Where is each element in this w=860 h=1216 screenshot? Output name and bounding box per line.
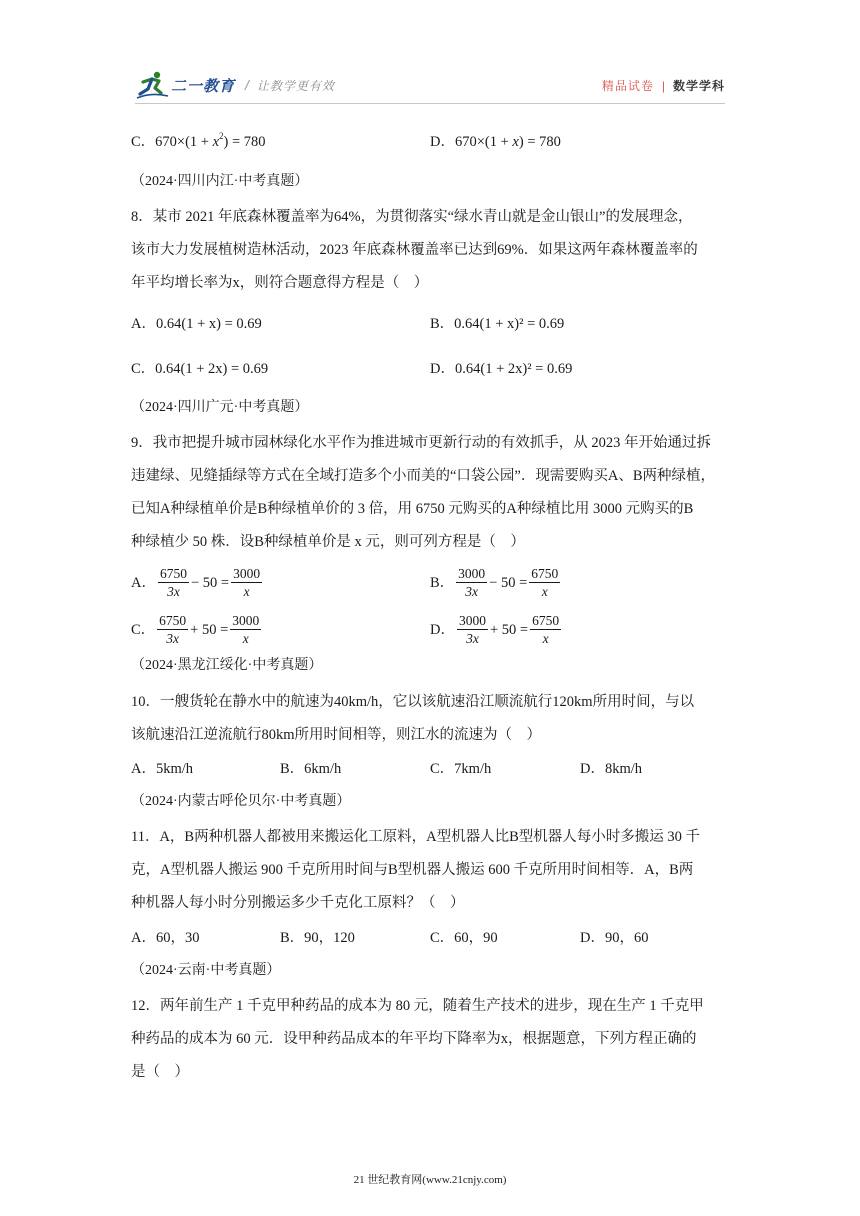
option-d: D．8km/h: [580, 761, 643, 777]
brand-slogan: 让教学更有效: [256, 78, 335, 93]
question-text: 克，A型机器人搬运 900 千克所用时间与B型机器人搬运 600 千克所用时间相等．A，B两: [131, 862, 694, 878]
question-text: 该市大力发展植树造林活动，2023 年底森林覆盖率已达到69%．如果这两年森林覆盖率的: [131, 242, 698, 258]
fraction: $\frac{3000}{3x}$: [458, 566, 486, 599]
question-text: 违建绿、见缝插绿等方式在全域打造多个小而美的“口袋公园”．现需要购买A、B两种绿植，: [131, 468, 716, 484]
option-c: C． $\frac{6750}{3x}$ + 50 = $\frac{3000}{x}$: [131, 613, 260, 646]
option-b: B．6km/h: [280, 761, 342, 777]
tag-divider: |: [661, 78, 665, 93]
fraction: $\frac{6750}{x}$: [532, 613, 560, 646]
brand-name: 二一教育: [171, 77, 236, 95]
question-text: 11．A，B两种机器人都被用来搬运化工原料，A型机器人比B型机器人每小时多搬运 30 千: [131, 829, 700, 845]
question-text: 9．我市把提升城市园林绿化水平作为推进城市更新行动的有效抓手，从 2023 年开始通过拆: [131, 435, 711, 451]
option-a: A．60，30: [131, 930, 200, 946]
option-c: C．60，90: [430, 930, 498, 946]
running-man-icon: [135, 70, 169, 100]
option-b: B．0.64(1 + x)² = 0.69: [430, 316, 565, 332]
question-text: 种机器人每小时分别搬运多少千克化工原料？（ ）: [131, 895, 465, 911]
question-source: （2024·四川内江·中考真题）: [131, 174, 309, 189]
fraction: $\frac{3000}{x}$: [233, 566, 261, 599]
subject-tag: 数学学科: [672, 79, 725, 93]
question-text: 8．某市 2021 年底森林覆盖率为64%，为贯彻落实“绿水青山就是金山银山”的发展理念，: [131, 209, 693, 225]
header-tags: [602, 77, 725, 94]
question-source: （2024·黑龙江绥化·中考真题）: [131, 658, 323, 673]
option-a: A．5km/h: [131, 761, 194, 777]
q7-option-d: D．670×(1 + x) = 780: [430, 134, 561, 150]
question-text: 该航速沿江逆流航行80km所用时间相等，则江水的流速为（ ）: [131, 727, 542, 743]
question-text: 12．两年前生产 1 千克甲种药品的成本为 80 元，随着生产技术的进步，现在生产 1 千克甲: [131, 998, 704, 1014]
question-text: 种药品的成本为 60 元．设甲种药品成本的年平均下降率为x，根据题意，下列方程正确的: [131, 1031, 697, 1047]
brand-logo: [135, 70, 335, 100]
question-source: （2024·四川广元·中考真题）: [131, 400, 309, 415]
option-d: D．90，60: [580, 930, 649, 946]
header-divider: [135, 103, 725, 104]
question-text: 年平均增长率为x，则符合题意得方程是（ ）: [131, 275, 429, 291]
page-header: [135, 68, 725, 104]
option-a: A． $\frac{6750}{3x}$ − 50 = $\frac{3000}{x}$: [131, 566, 261, 599]
option-b: B．90，120: [280, 930, 355, 946]
question-text: 10．一艘货轮在静水中的航速为40km/h，它以该航速沿江顺流航行120km所用时间，与以: [131, 694, 695, 710]
question-source: （2024·内蒙古呼伦贝尔·中考真题）: [131, 794, 351, 809]
fraction: $\frac{3000}{x}$: [232, 613, 260, 646]
question-text: 种绿植少 50 株．设B种绿植单价是 x 元，则可列方程是（ ）: [131, 534, 525, 550]
brand-separator: /: [245, 77, 249, 93]
option-a: A．0.64(1 + x) = 0.69: [131, 316, 262, 332]
option-c: C．0.64(1 + 2x) = 0.69: [131, 361, 269, 377]
fraction: $\frac{6750}{x}$: [531, 566, 559, 599]
option-c: C．7km/h: [430, 761, 492, 777]
question-source: （2024·云南·中考真题）: [131, 963, 281, 978]
option-b: B． $\frac{3000}{3x}$ − 50 = $\frac{6750}{x}$: [430, 566, 559, 599]
q7-option-c: C．$670\times(1 + x^2) = 780$: [131, 131, 266, 150]
quality-tag: 精品试卷: [601, 79, 654, 93]
fraction: $\frac{6750}{3x}$: [159, 566, 187, 599]
page-footer: 21 世纪教育网(www.21cnjy.com): [353, 1174, 507, 1186]
fraction: $\frac{6750}{3x}$: [159, 613, 187, 646]
question-text: 已知A种绿植单价是B种绿植单价的 3 倍，用 6750 元购买的A种绿植比用 3000 元购买的B: [131, 501, 694, 517]
option-d: D．0.64(1 + 2x)² = 0.69: [430, 361, 573, 377]
question-text: 是（ ）: [131, 1064, 189, 1080]
option-d: D． $\frac{3000}{3x}$ + 50 = $\frac{6750}{x}$: [430, 613, 560, 646]
fraction: $\frac{3000}{3x}$: [458, 613, 486, 646]
